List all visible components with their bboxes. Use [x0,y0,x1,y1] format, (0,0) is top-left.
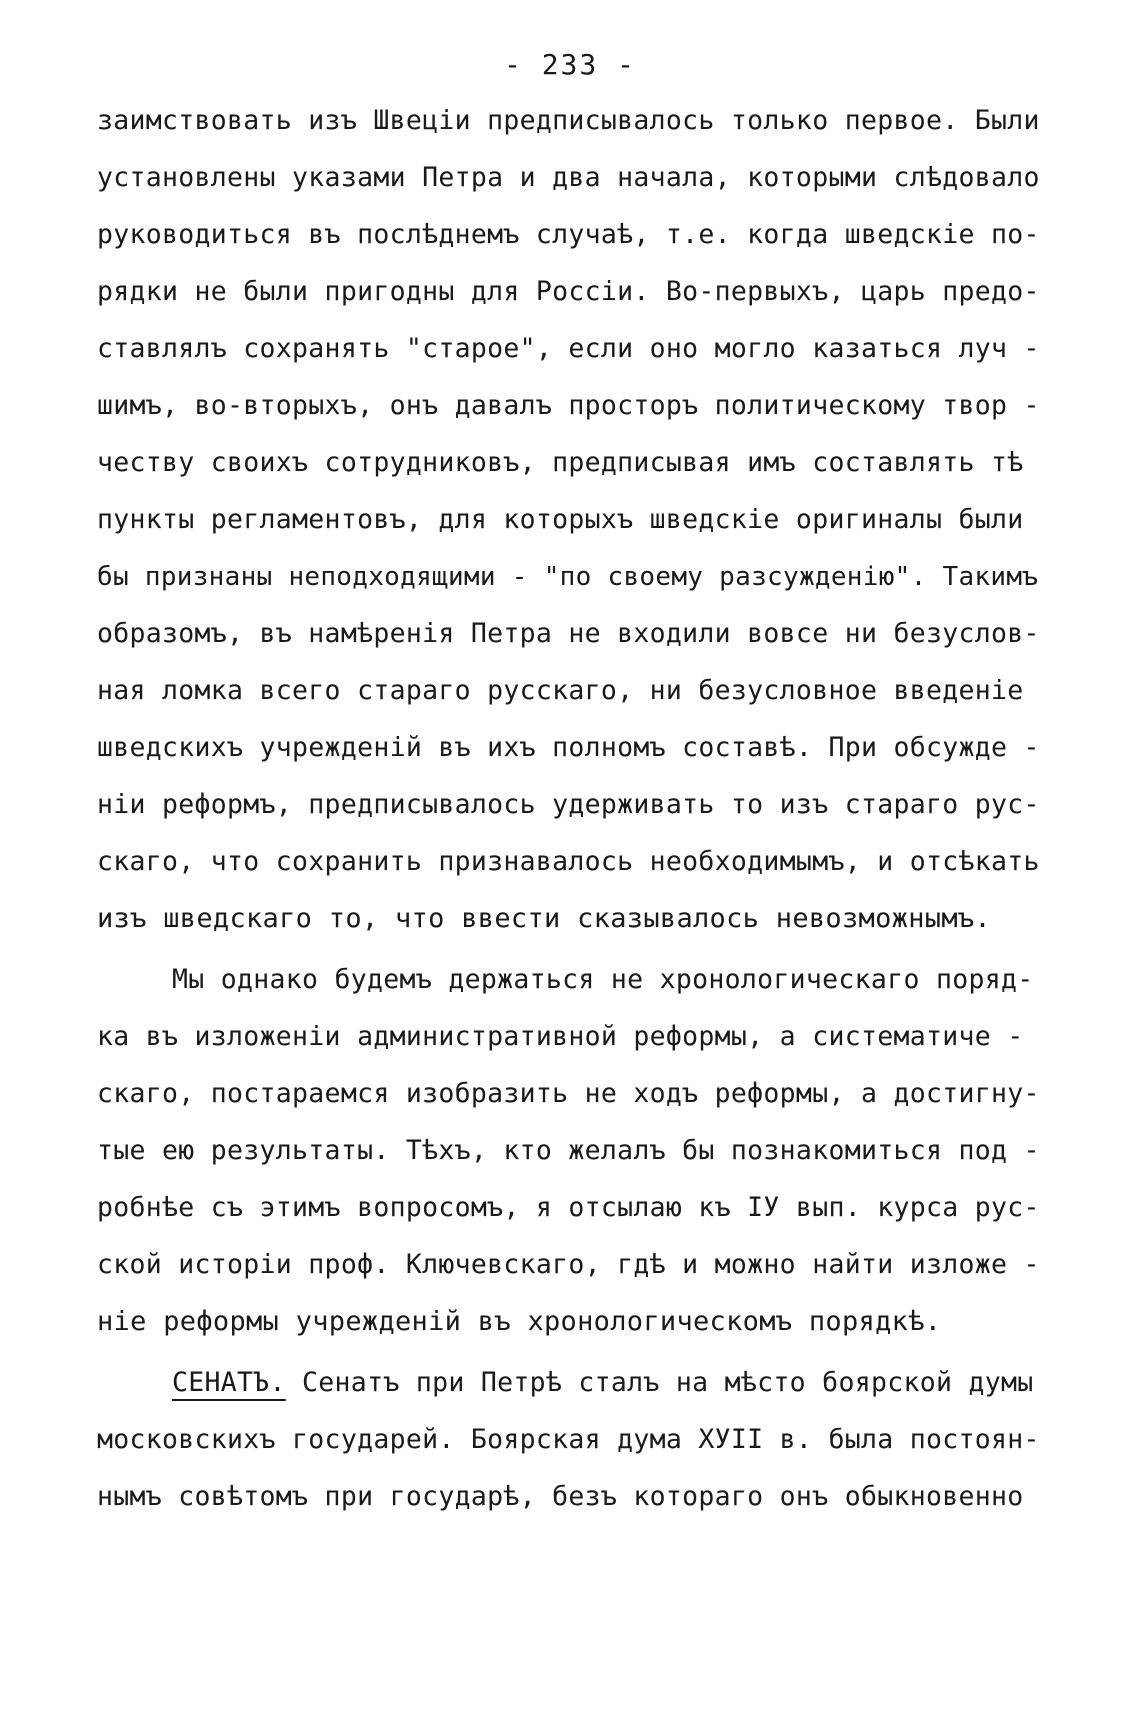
text-line: ная ломка всего стараго русскаго, ни безусловное введеніе [97,675,1024,706]
text-line: нымъ совѣтомъ при государѣ, безъ котораго онъ обыкновенно [97,1481,1024,1512]
text-line: образомъ, въ намѣренія Петра не входили вовсе ни безуслов- [97,618,1040,649]
section-heading: СЕНАТЪ. [172,1367,286,1398]
text-line: ка въ изложеніи административной реформы, а систематиче - [97,1021,1024,1052]
text-line: заимствовать изъ Швеціи предписывалось только первое. Были [97,105,1040,136]
text-line: скаго, что сохранить признавалось необходимымъ, и отсѣкать [97,846,1040,877]
section-first-line [172,1366,1034,1400]
text-line: бы признаны неподходящими - "по своему разсужденію". Такимъ [97,562,1039,592]
text-line: честву своихъ сотрудниковъ, предписывая имъ составлять тѣ [97,447,1024,478]
text-line: московскихъ государей. Боярская дума ХУII в. была постоян- [97,1424,1040,1455]
text-line: установлены указами Петра и два начала, которыми слѣдовало [97,162,1040,193]
paragraph-first-line: Мы однако будемъ держаться не хронологическаго поряд- [172,964,1034,995]
text-line: пункты регламентовъ, для которыхъ шведскіе оригиналы были [97,504,1024,535]
text-line: робнѣе съ этимъ вопросомъ, я отсылаю къ IУ вып. курса рус- [97,1192,1040,1223]
section-first-line-text: Сенатъ при Петрѣ сталъ на мѣсто боярской думы [302,1367,1034,1398]
text-line: ніи реформъ, предписывалось удерживать то изъ стараго рус- [97,789,1040,820]
text-line: шимъ, во-вторыхъ, онъ давалъ просторъ политическому твор - [97,390,1040,421]
text-line: ской исторіи проф. Ключевскаго, гдѣ и можно найти изложе - [97,1249,1040,1280]
text-line: изъ шведскаго то, что ввести сказывалось невозможнымъ. [97,903,991,934]
text-line: рядки не были пригодны для Россіи. Во-первыхъ, царь предо- [97,276,1040,307]
text-line: руководиться въ послѣднемъ случаѣ, т.е. когда шведскіе по- [97,219,1040,250]
page-number: - 233 - [503,48,636,81]
text-line: ніе реформы учрежденій въ хронологическомъ порядкѣ. [97,1306,942,1337]
text-line: ставлялъ сохранять "старое", если оно могло казаться луч - [97,333,1040,364]
text-line: тые ею результаты. Тѣхъ, кто желалъ бы познакомиться под - [97,1135,1040,1166]
text-line: шведскихъ учрежденій въ ихъ полномъ составѣ. При обсужде - [97,732,1040,763]
text-line: скаго, постараемся изобразить не ходъ реформы, а достигну- [97,1078,1040,1109]
